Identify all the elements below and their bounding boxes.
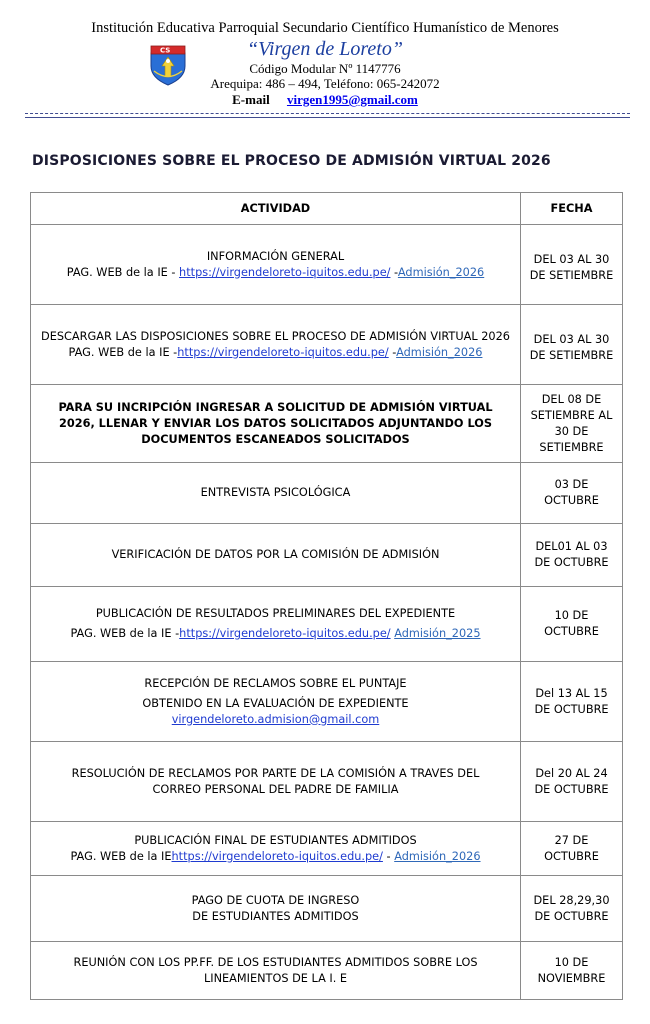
activity-text: OBTENIDO EN LA EVALUACIÓN DE EXPEDIENTE [142,696,409,710]
activity-text: LINEAMIENTOS DE LA I. E [203,971,348,985]
table-header-row [31,193,623,225]
activity-text: INFORMACIÓN GENERAL [206,249,345,263]
email-link[interactable]: virgen1995@gmail.com [286,92,418,107]
school-name: “Virgen de Loreto” [247,38,403,60]
activity-cell: PARA SU INCRIPCIÓN INGRESAR A SOLICITUD DE ADMISIÓN VIRTUAL 2026, LLENAR Y ENVIAR LOS DATOS SOLICITADOS ADJUNTANDO LOS DOCUMENTOS ESCANEADOS SOLICITADOS [31,385,521,463]
activity-cell [31,662,521,742]
table-row [31,385,623,463]
activity-cell [31,942,521,1000]
activity-cell [31,876,521,942]
table-row [31,742,623,822]
crest-letter-c: CS [160,46,171,55]
activity-column-header: ACTIVIDAD [31,193,521,225]
table-row [31,524,623,587]
activity-cell [31,225,521,305]
table-row [31,662,623,742]
web-prefix: PAG. WEB de la IE - [70,627,180,640]
address-phone: Arequipa: 486 – 494, Teléfono: 065-242072 [210,76,440,91]
date-cell: DEL 28,29,30 DE OCTUBRE [521,876,623,942]
modular-code: Código Modular Nº 1147776 [249,61,401,76]
date-cell: Del 20 AL 24 DE OCTUBRE [521,742,623,822]
date-column-header: FECHA [521,193,623,225]
document-title: DISPOSICIONES SOBRE EL PROCESO DE ADMISIÓN VIRTUAL 2026 [32,153,551,169]
activity-text: CORREO PERSONAL DEL PADRE DE FAMILIA [152,782,399,796]
school-website-link[interactable]: https://virgendeloreto-iquitos.edu.pe/ [179,265,391,279]
table-row [31,876,623,942]
activity-cell [31,305,521,385]
date-cell: DEL 03 AL 30 DE SETIEMBRE [521,305,623,385]
activity-cell [31,587,521,662]
activity-text: RECEPCIÓN DE RECLAMOS SOBRE EL PUNTAJE [144,676,407,690]
date-cell: DEL 08 DE SETIEMBRE AL 30 DE SETIEMBRE [521,385,623,463]
web-prefix: PAG. WEB de la IE - [68,345,178,359]
date-cell: 10 DE OCTUBRE [521,587,623,662]
link-separator: - [388,345,397,359]
activity-text: RESOLUCIÓN DE RECLAMOS POR PARTE DE LA COMISIÓN A TRAVES DEL [71,766,480,780]
date-cell: DEL 03 AL 30 DE SETIEMBRE [521,225,623,305]
admission-email-link[interactable]: virgendeloreto.admision@gmail.com [171,712,380,726]
admission-link[interactable]: Admisión_2026 [396,345,483,359]
activity-cell: ENTREVISTA PSICOLÓGICA [31,463,521,524]
date-cell: 03 DE OCTUBRE [521,463,623,524]
table-row [31,463,623,524]
table-row [31,587,623,662]
school-website-link[interactable]: https://virgendeloreto-iquitos.edu.pe/ [177,345,389,359]
header-divider-solid [25,117,630,118]
web-prefix: PAG. WEB de la IE - [66,265,180,279]
admission-link[interactable]: Admisión_2025 [394,627,481,640]
table-row [31,225,623,305]
activity-cell [31,822,521,876]
link-separator: - [390,265,398,279]
activity-text: PUBLICACIÓN DE RESULTADOS PRELIMINARES DEL EXPEDIENTE [95,607,456,620]
date-cell: Del 13 AL 15 DE OCTUBRE [521,662,623,742]
activity-text: PUBLICACIÓN FINAL DE ESTUDIANTES ADMITIDOS [134,833,417,847]
table-row [31,822,623,876]
web-prefix: PAG. WEB de la IE [70,849,172,863]
admission-link[interactable]: Admisión_2026 [397,265,485,279]
admission-link[interactable]: Admisión_2026 [394,849,481,863]
school-website-link[interactable]: https://virgendeloreto-iquitos.edu.pe/ [171,849,383,863]
link-separator: - [382,849,395,863]
table-row [31,942,623,1000]
activity-text: REUNIÓN CON LOS PP.FF. DE LOS ESTUDIANTES ADMITIDOS SOBRE LOS [73,955,478,969]
activity-cell [31,742,521,822]
school-website-link[interactable]: https://virgendeloreto-iquitos.edu.pe/ [179,627,391,640]
activity-text: PAGO DE CUOTA DE INGRESO [191,893,360,907]
email-line [0,92,650,108]
activity-cell: VERIFICACIÓN DE DATOS POR LA COMISIÓN DE ADMISIÓN [31,524,521,587]
activity-text: DE ESTUDIANTES ADMITIDOS [192,909,359,923]
institution-name: Institución Educativa Parroquial Secundario Científico Humanístico de Menores [91,20,559,36]
admission-schedule-table [30,192,623,1000]
activity-text: DESCARGAR LAS DISPOSICIONES SOBRE EL PROCESO DE ADMISIÓN VIRTUAL 2026 [41,329,510,343]
table-row [31,305,623,385]
email-label: E-mail [232,92,270,107]
header-divider-dashed [25,113,630,114]
date-cell: 27 DE OCTUBRE [521,822,623,876]
letterhead [0,0,650,122]
school-crest-icon [148,44,188,86]
date-cell: 10 DE NOVIEMBRE [521,942,623,1000]
date-cell: DEL01 AL 03 DE OCTUBRE [521,524,623,587]
